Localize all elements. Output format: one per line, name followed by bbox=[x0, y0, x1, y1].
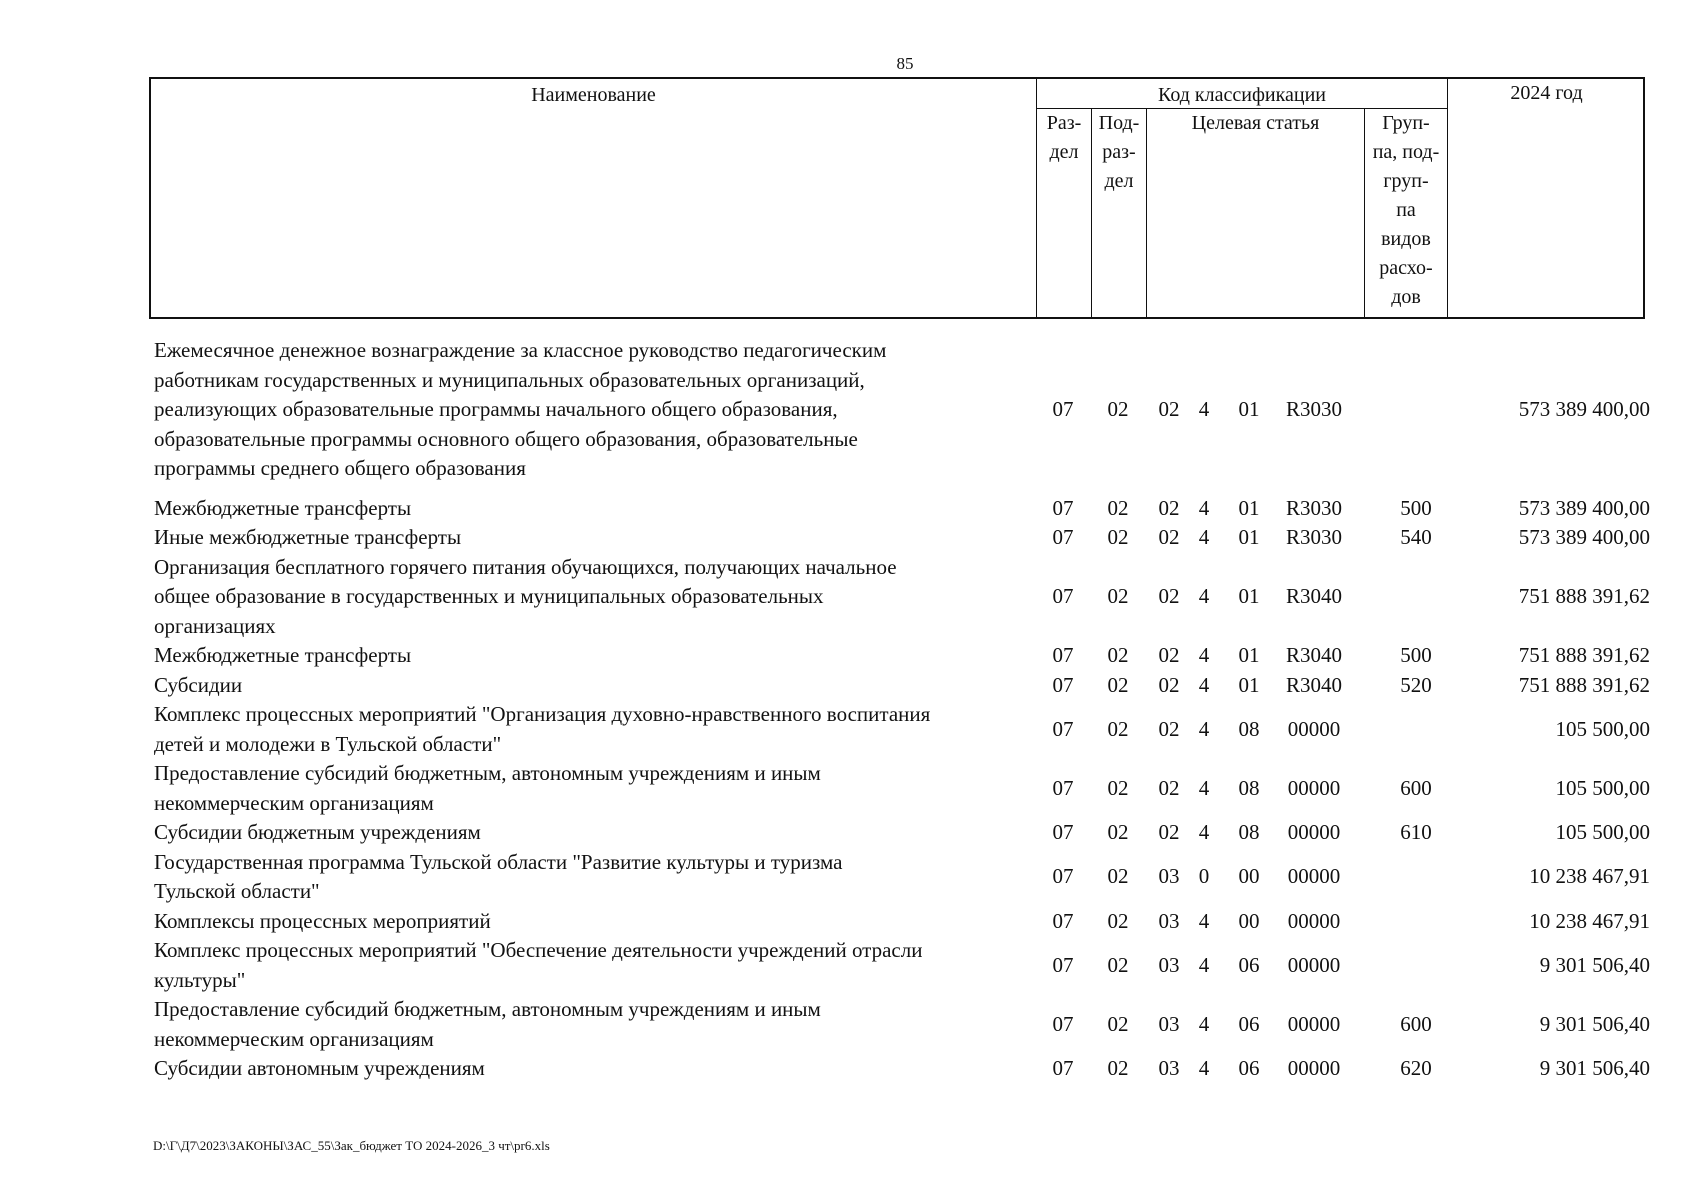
row-razdel: 07 bbox=[1052, 952, 1074, 977]
row-name-line: Субсидии автономным учреждениям bbox=[154, 1056, 485, 1080]
row-name-line: Организация бесплатного горячего питания обучающихся, получающих начальное bbox=[154, 554, 897, 579]
header-podrazdel-line: дел bbox=[1104, 170, 1134, 192]
header-podrazdel-line: раз- bbox=[1102, 141, 1136, 163]
row-t3: 08 bbox=[1238, 820, 1260, 844]
row-group: 500 bbox=[1400, 643, 1432, 667]
row-name-line: Предоставление субсидий бюджетным, автономным учреждениям и иным bbox=[154, 997, 821, 1021]
row-t4: 00000 bbox=[1287, 864, 1341, 889]
row-razdel: 07 bbox=[1052, 775, 1074, 800]
table-row bbox=[154, 848, 1650, 907]
table-row bbox=[154, 995, 1650, 1054]
row-podrazdel: 02 bbox=[1107, 1056, 1129, 1080]
row-name bbox=[154, 818, 1034, 848]
row-t2: 4 bbox=[1198, 397, 1210, 421]
row-razdel: 07 bbox=[1052, 716, 1074, 741]
row-t2: 4 bbox=[1198, 775, 1210, 800]
row-t4: R3030 bbox=[1285, 495, 1342, 520]
row-t3: 08 bbox=[1238, 775, 1260, 800]
row-t3: 01 bbox=[1238, 672, 1260, 697]
row-t3: 01 bbox=[1238, 397, 1260, 421]
row-t2: 4 bbox=[1198, 820, 1210, 844]
row-t4: R3040 bbox=[1285, 643, 1342, 667]
row-amount: 751 888 391,62 bbox=[1518, 643, 1650, 667]
row-t4: 00000 bbox=[1287, 952, 1341, 977]
header-year: 2024 год bbox=[1510, 82, 1583, 104]
row-t1: 03 bbox=[1158, 1056, 1180, 1080]
row-t1: 02 bbox=[1158, 643, 1180, 667]
row-podrazdel: 02 bbox=[1107, 584, 1129, 608]
row-t4: R3040 bbox=[1285, 672, 1342, 697]
row-t1: 02 bbox=[1158, 775, 1180, 800]
row-razdel: 07 bbox=[1052, 495, 1074, 520]
row-group: 540 bbox=[1400, 525, 1432, 549]
row-t4: R3040 bbox=[1285, 584, 1342, 608]
row-amount: 573 389 400,00 bbox=[1518, 397, 1650, 421]
table-header bbox=[149, 77, 1645, 319]
row-name-line: реализующих образовательные программы начального общего образования, bbox=[154, 397, 838, 421]
row-amount: 751 888 391,62 bbox=[1518, 672, 1650, 697]
row-t1: 03 bbox=[1158, 1011, 1180, 1036]
table-row bbox=[154, 1054, 1650, 1084]
header-razdel-line: Раз- bbox=[1046, 112, 1082, 134]
header-group-line: Груп- bbox=[1382, 112, 1430, 134]
row-name-line: Субсидии bbox=[154, 672, 243, 697]
table-row bbox=[154, 907, 1650, 937]
row-t4: R3030 bbox=[1285, 525, 1342, 549]
row-razdel: 07 bbox=[1052, 643, 1074, 667]
row-name-line: детей и молодежи в Тульской области" bbox=[154, 731, 502, 756]
row-t1: 02 bbox=[1158, 716, 1180, 741]
row-t2: 0 bbox=[1198, 864, 1210, 889]
header-group-line: па, под- bbox=[1372, 141, 1440, 163]
header-code-classification: Код классификации bbox=[1157, 84, 1327, 106]
row-name-line: Межбюджетные трансферты bbox=[154, 643, 412, 667]
header-razdel bbox=[1037, 109, 1091, 167]
row-razdel: 07 bbox=[1052, 525, 1074, 549]
row-name-line: Комплекс процессных мероприятий "Обеспечение деятельности учреждений отрасли bbox=[154, 938, 923, 962]
row-t4: 00000 bbox=[1287, 1056, 1341, 1080]
row-name-line: Комплекс процессных мероприятий "Организация духовно-нравственного воспитания bbox=[154, 702, 931, 726]
table-row bbox=[154, 553, 1650, 642]
row-name-line: образовательные программы основного общего образования, образовательные bbox=[154, 426, 858, 451]
header-expense-group bbox=[1365, 109, 1447, 312]
row-amount: 105 500,00 bbox=[1555, 820, 1650, 844]
row-podrazdel: 02 bbox=[1107, 775, 1129, 800]
row-razdel: 07 bbox=[1052, 584, 1074, 608]
row-amount: 573 389 400,00 bbox=[1518, 495, 1650, 520]
row-name bbox=[154, 336, 1034, 484]
row-name-line: работникам государственных и муниципальных образовательных организаций, bbox=[154, 367, 865, 392]
row-razdel: 07 bbox=[1052, 908, 1074, 933]
table-row bbox=[154, 759, 1650, 818]
row-name-line: некоммерческим организациям bbox=[154, 790, 434, 815]
row-amount: 10 238 467,91 bbox=[1529, 908, 1650, 933]
row-name bbox=[154, 759, 1034, 818]
row-name-line: некоммерческим организациям bbox=[154, 1026, 434, 1051]
row-name bbox=[154, 848, 1034, 907]
table-row bbox=[154, 671, 1650, 701]
row-podrazdel: 02 bbox=[1107, 952, 1129, 977]
row-name-line: Государственная программа Тульской области "Развитие культуры и туризма bbox=[154, 849, 843, 874]
row-group: 520 bbox=[1400, 672, 1432, 697]
table-row bbox=[154, 936, 1650, 995]
row-t2: 4 bbox=[1198, 716, 1210, 741]
row-t4: 00000 bbox=[1287, 716, 1341, 741]
header-name: Наименование bbox=[531, 84, 656, 106]
row-amount: 573 389 400,00 bbox=[1518, 525, 1650, 549]
row-name bbox=[154, 494, 1034, 524]
row-t1: 02 bbox=[1158, 397, 1180, 421]
header-group-line: дов bbox=[1391, 286, 1421, 308]
header-group-line: расхо- bbox=[1379, 257, 1433, 279]
row-amount: 9 301 506,40 bbox=[1539, 1056, 1650, 1080]
row-t1: 02 bbox=[1158, 525, 1180, 549]
row-name bbox=[154, 553, 1034, 642]
row-name-line: общее образование в государственных и муниципальных образовательных bbox=[154, 584, 824, 608]
row-t2: 4 bbox=[1198, 908, 1210, 933]
page-number: 85 bbox=[896, 54, 914, 73]
row-name-line: Субсидии бюджетным учреждениям bbox=[154, 820, 481, 844]
header-group-line: па bbox=[1396, 199, 1416, 221]
row-name bbox=[154, 671, 1034, 701]
row-razdel: 07 bbox=[1052, 672, 1074, 697]
row-group: 610 bbox=[1400, 820, 1432, 844]
row-name-line: программы среднего общего образования bbox=[154, 456, 526, 480]
row-podrazdel: 02 bbox=[1107, 908, 1129, 933]
row-podrazdel: 02 bbox=[1107, 397, 1129, 421]
header-group-line: груп- bbox=[1383, 170, 1429, 192]
table-row bbox=[154, 523, 1650, 553]
row-group: 620 bbox=[1400, 1056, 1432, 1080]
row-podrazdel: 02 bbox=[1107, 643, 1129, 667]
row-t4: 00000 bbox=[1287, 820, 1341, 844]
row-name-line: Ежемесячное денежное вознаграждение за классное руководство педагогическим bbox=[154, 338, 887, 362]
row-t2: 4 bbox=[1198, 525, 1210, 549]
row-t2: 4 bbox=[1198, 584, 1210, 608]
table-row bbox=[154, 818, 1650, 848]
row-podrazdel: 02 bbox=[1107, 672, 1129, 697]
row-t1: 02 bbox=[1158, 495, 1180, 520]
row-podrazdel: 02 bbox=[1107, 716, 1129, 741]
header-podrazdel-line: Под- bbox=[1098, 112, 1140, 134]
row-t3: 06 bbox=[1238, 1056, 1260, 1080]
row-name bbox=[154, 641, 1034, 671]
row-t4: 00000 bbox=[1287, 1011, 1341, 1036]
row-t2: 4 bbox=[1198, 643, 1210, 667]
table-row bbox=[154, 336, 1650, 484]
header-razdel-line: дел bbox=[1049, 141, 1079, 163]
row-name-line: Иные межбюджетные трансферты bbox=[154, 525, 462, 549]
row-amount: 9 301 506,40 bbox=[1539, 952, 1650, 977]
row-podrazdel: 02 bbox=[1107, 495, 1129, 520]
row-t4: 00000 bbox=[1287, 775, 1341, 800]
row-name bbox=[154, 936, 1034, 995]
row-name-line: Предоставление субсидий бюджетным, автономным учреждениям и иным bbox=[154, 761, 821, 785]
row-t3: 06 bbox=[1238, 952, 1260, 977]
row-t4: 00000 bbox=[1287, 908, 1341, 933]
table-row bbox=[154, 700, 1650, 759]
row-group: 500 bbox=[1400, 495, 1432, 520]
row-name-line: Межбюджетные трансферты bbox=[154, 495, 412, 520]
row-t1: 03 bbox=[1158, 908, 1180, 933]
row-t3: 08 bbox=[1238, 716, 1260, 741]
row-t2: 4 bbox=[1198, 672, 1210, 697]
row-podrazdel: 02 bbox=[1107, 525, 1129, 549]
row-t3: 06 bbox=[1238, 1011, 1260, 1036]
header-group-line: видов bbox=[1381, 228, 1431, 250]
row-name bbox=[154, 1054, 1034, 1084]
row-name-line: Тульской области" bbox=[154, 879, 320, 903]
row-podrazdel: 02 bbox=[1107, 1011, 1129, 1036]
row-t3: 01 bbox=[1238, 525, 1260, 549]
header-podrazdel bbox=[1092, 109, 1146, 196]
row-group: 600 bbox=[1400, 1011, 1432, 1036]
row-t2: 4 bbox=[1198, 1056, 1210, 1080]
table-row bbox=[154, 641, 1650, 671]
row-name bbox=[154, 700, 1034, 759]
row-podrazdel: 02 bbox=[1107, 864, 1129, 889]
row-t2: 4 bbox=[1198, 1011, 1210, 1036]
row-t3: 00 bbox=[1238, 864, 1260, 889]
row-razdel: 07 bbox=[1052, 1056, 1074, 1080]
row-razdel: 07 bbox=[1052, 1011, 1074, 1036]
row-podrazdel: 02 bbox=[1107, 820, 1129, 844]
row-razdel: 07 bbox=[1052, 864, 1074, 889]
row-name-line: организациях bbox=[154, 613, 276, 638]
row-t4: R3030 bbox=[1285, 397, 1342, 421]
row-name bbox=[154, 995, 1034, 1054]
file-path-footer: D:\Г\Д7\2023\ЗАКОНЫ\ЗАС_55\Зак_бюджет ТО 2024-2026_3 чт\pr6.xls bbox=[153, 1138, 550, 1153]
row-razdel: 07 bbox=[1052, 397, 1074, 421]
row-group: 600 bbox=[1400, 775, 1432, 800]
row-t2: 4 bbox=[1198, 952, 1210, 977]
row-t3: 01 bbox=[1238, 495, 1260, 520]
row-t3: 01 bbox=[1238, 584, 1260, 608]
row-razdel: 07 bbox=[1052, 820, 1074, 844]
row-amount: 751 888 391,62 bbox=[1518, 584, 1650, 608]
table-row bbox=[154, 494, 1650, 524]
header-target-article: Целевая статья bbox=[1191, 112, 1320, 134]
row-name bbox=[154, 907, 1034, 937]
row-t1: 02 bbox=[1158, 820, 1180, 844]
row-t1: 02 bbox=[1158, 584, 1180, 608]
row-t1: 02 bbox=[1158, 672, 1180, 697]
row-t2: 4 bbox=[1198, 495, 1210, 520]
row-amount: 105 500,00 bbox=[1555, 716, 1650, 741]
row-amount: 10 238 467,91 bbox=[1529, 864, 1650, 889]
row-amount: 9 301 506,40 bbox=[1539, 1011, 1650, 1036]
row-t1: 03 bbox=[1158, 864, 1180, 889]
row-amount: 105 500,00 bbox=[1555, 775, 1650, 800]
row-name-line: культуры" bbox=[154, 967, 246, 992]
row-t3: 00 bbox=[1238, 908, 1260, 933]
row-name bbox=[154, 523, 1034, 553]
row-name-line: Комплексы процессных мероприятий bbox=[154, 908, 491, 933]
row-t1: 03 bbox=[1158, 952, 1180, 977]
row-t3: 01 bbox=[1238, 643, 1260, 667]
